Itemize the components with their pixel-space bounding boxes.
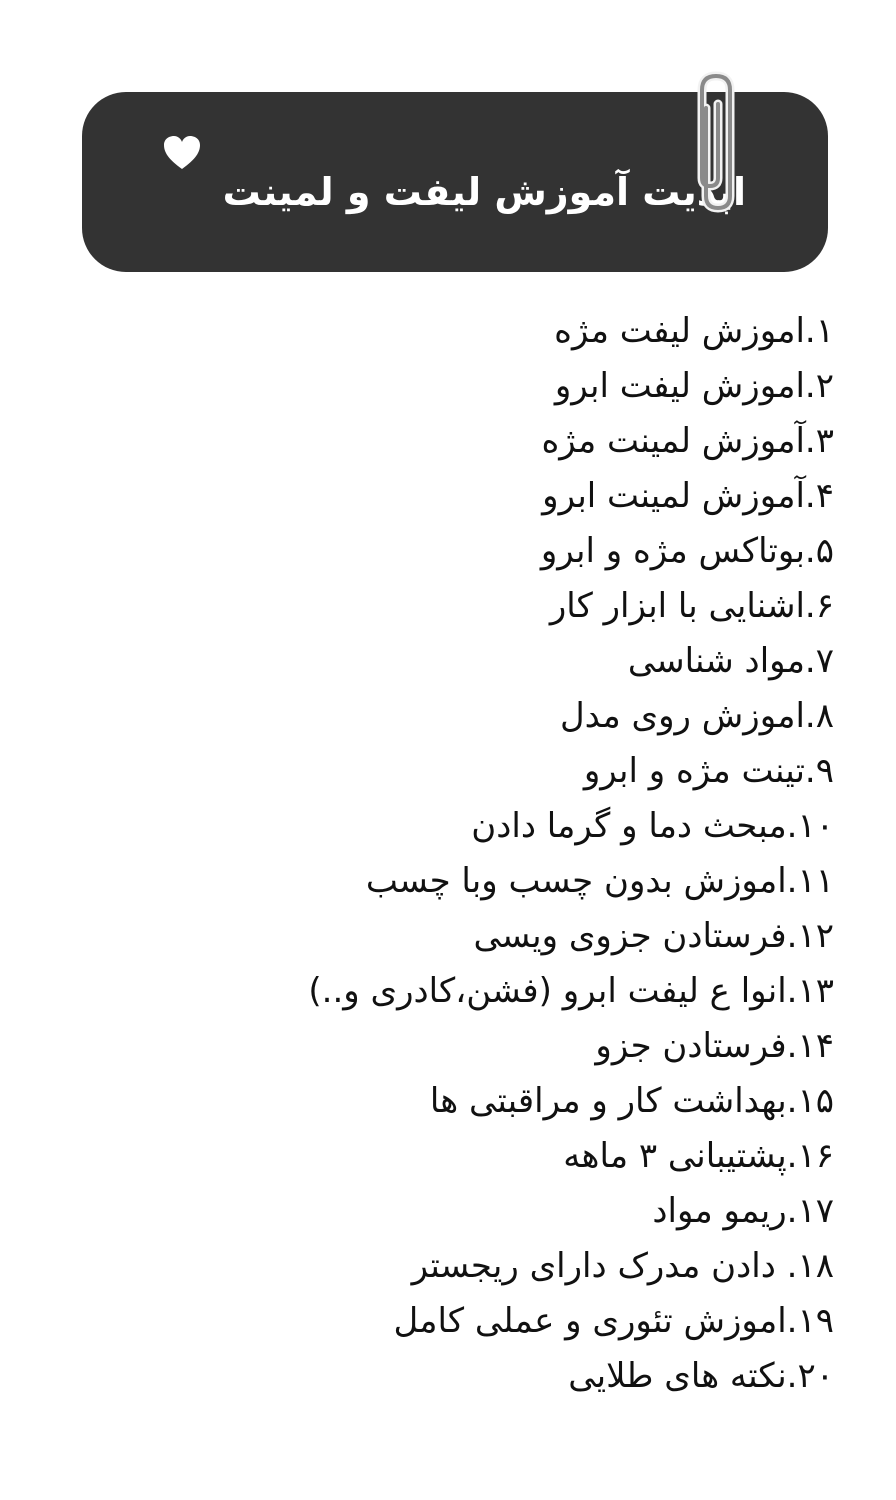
list-item: ۱.اموزش لیفت مژه bbox=[554, 311, 834, 351]
paperclip-icon bbox=[684, 68, 750, 214]
list-item: ۴.آموزش لمینت ابرو bbox=[542, 476, 834, 516]
list-item: ۱۸. دادن مدرک دارای ریجستر bbox=[411, 1246, 834, 1286]
list-item: ۱۶.پشتیبانی ۳ ماهه bbox=[563, 1136, 834, 1176]
list-item: ۸.اموزش روی مدل bbox=[559, 696, 834, 736]
list-item: ۲۰.نکته های طلایی bbox=[568, 1356, 834, 1396]
list-item: ۲.اموزش لیفت ابرو bbox=[554, 366, 834, 406]
list-item: ۱۳.انوا ع لیفت ابرو (فشن،کادری و..) bbox=[308, 971, 834, 1011]
list-item: ۱۹.اموزش تئوری و عملی کامل bbox=[393, 1301, 834, 1341]
list-item: ۱۰.مبحث دما و گرما دادن bbox=[471, 806, 834, 846]
list-item: ۳.آموزش لمینت مژه bbox=[541, 421, 834, 461]
list-item: ۱۷.ریمو مواد bbox=[652, 1191, 834, 1231]
list-item: ۱۱.اموزش بدون چسب وبا چسب bbox=[365, 861, 834, 901]
list-item: ۷.مواد شناسی bbox=[627, 641, 834, 681]
list-item: ۹.تینت مژه و ابرو bbox=[583, 751, 834, 791]
list-item: ۵.بوتاکس مژه و ابرو bbox=[540, 531, 834, 571]
list-item: ۱۲.فرستادن جزوی ویسی bbox=[473, 916, 834, 956]
course-list bbox=[274, 304, 834, 1404]
list-item: ۱۵.بهداشت کار و مراقبتی ها bbox=[429, 1081, 834, 1121]
list-item: ۶.اشنایی با ابزار کار bbox=[549, 586, 834, 626]
list-item: ۱۴.فرستادن جزو bbox=[595, 1026, 834, 1066]
page-title: اپدیت آموزش لیفت و لمینت bbox=[222, 170, 746, 214]
heart-icon bbox=[162, 134, 202, 172]
